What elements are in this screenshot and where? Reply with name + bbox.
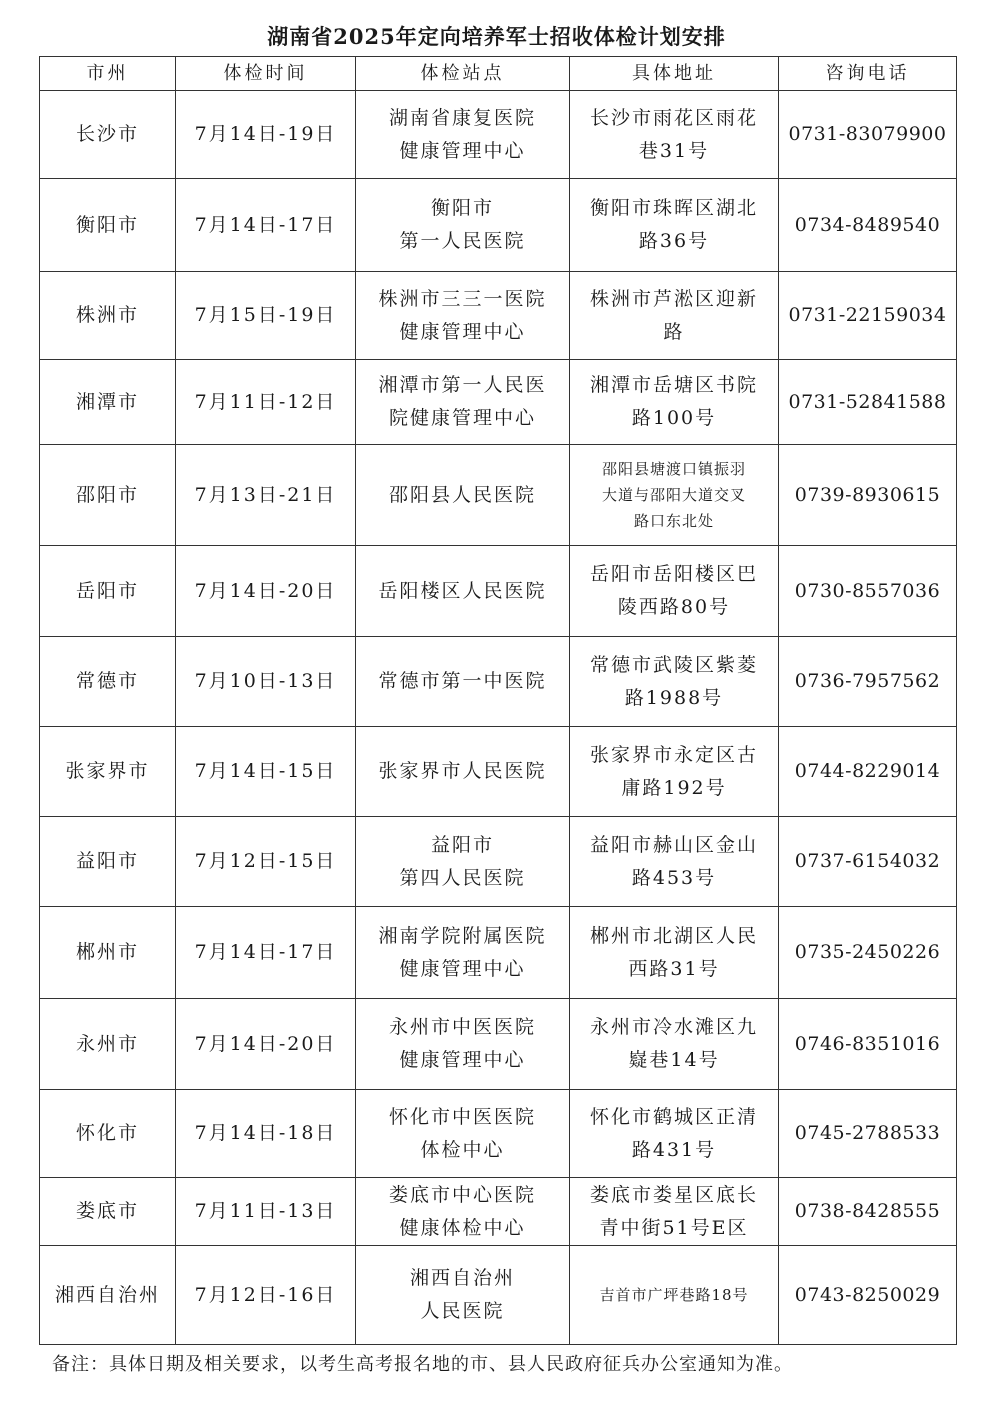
station-cell-line: 常德市第一中医院 <box>378 670 547 692</box>
time-cell: 7月14日-20日 <box>176 546 356 637</box>
address-cell-line: 路431号 <box>631 1138 717 1161</box>
station-cell-line: 健康体检中心 <box>399 1216 526 1239</box>
address-cell-line: 嶷巷14号 <box>628 1049 720 1071</box>
table-header-row <box>40 57 957 91</box>
address-cell-line: 邵阳县塘渡口镇振羽 <box>601 460 746 478</box>
table-row <box>40 1178 957 1246</box>
table-body <box>40 91 957 1345</box>
city-cell: 怀化市 <box>40 1090 176 1178</box>
address-cell-line: 岳阳市岳阳楼区巴 <box>589 563 758 585</box>
station-cell <box>356 999 570 1090</box>
station-cell-line: 人民医院 <box>420 1300 505 1322</box>
phone-cell: 0737-6154032 <box>779 817 957 907</box>
station-cell-line: 株洲市三三一医院 <box>378 287 547 310</box>
address-cell <box>570 1090 779 1178</box>
table-row <box>40 727 957 817</box>
station-cell-line: 益阳市 <box>430 833 494 856</box>
address-cell-line: 巷31号 <box>638 139 710 162</box>
city-cell: 湘潭市 <box>40 360 176 445</box>
address-cell-line: 路1988号 <box>624 686 724 709</box>
table-row <box>40 272 957 360</box>
address-cell <box>570 907 779 999</box>
city-cell: 益阳市 <box>40 817 176 907</box>
address-cell-line: 庸路192号 <box>621 776 727 799</box>
station-cell-line: 体检中心 <box>420 1138 505 1161</box>
address-cell-line: 青中街51号E区 <box>599 1216 749 1239</box>
time-cell: 7月15日-19日 <box>176 272 356 360</box>
phone-cell: 0731-83079900 <box>779 91 957 179</box>
address-cell-line: 常德市武陵区紫菱 <box>589 653 758 676</box>
city-cell: 邵阳市 <box>40 445 176 546</box>
station-cell <box>356 445 570 546</box>
station-cell <box>356 1178 570 1246</box>
address-cell-line: 张家界市永定区古 <box>589 743 758 766</box>
station-cell-line: 湘西自治州 <box>409 1267 515 1289</box>
address-cell <box>570 272 779 360</box>
city-cell: 衡阳市 <box>40 179 176 272</box>
station-cell-line: 娄底市中心医院 <box>388 1183 536 1206</box>
time-cell: 7月14日-17日 <box>176 179 356 272</box>
address-cell-line: 郴州市北湖区人民 <box>589 924 758 947</box>
phone-cell: 0739-8930615 <box>779 445 957 546</box>
table-row <box>40 360 957 445</box>
exam-schedule-table <box>39 56 957 1345</box>
station-cell <box>356 637 570 727</box>
phone-cell: 0746-8351016 <box>779 999 957 1090</box>
address-cell <box>570 445 779 546</box>
table-row <box>40 637 957 727</box>
city-cell: 常德市 <box>40 637 176 727</box>
station-cell <box>356 360 570 445</box>
table-row <box>40 817 957 907</box>
address-cell-line: 株洲市芦淞区迎新 <box>589 287 758 310</box>
time-cell: 7月14日-17日 <box>176 907 356 999</box>
city-cell: 娄底市 <box>40 1178 176 1246</box>
address-cell-line: 益阳市赫山区金山 <box>589 833 758 856</box>
station-cell-line: 怀化市中医医院 <box>388 1105 536 1128</box>
time-cell: 7月11日-12日 <box>176 360 356 445</box>
address-cell <box>570 637 779 727</box>
station-cell <box>356 727 570 817</box>
address-cell <box>570 546 779 637</box>
station-cell <box>356 817 570 907</box>
station-cell-line: 湖南省康复医院 <box>388 106 536 129</box>
table-row <box>40 91 957 179</box>
document-title: 湖南省2025年定向培养军士招收体检计划安排 <box>267 24 726 49</box>
address-cell-line: 西路31号 <box>628 957 720 980</box>
address-cell-line: 大道与邵阳大道交叉 <box>601 486 746 504</box>
table-row <box>40 1246 957 1345</box>
time-cell: 7月14日-20日 <box>176 999 356 1090</box>
table-row <box>40 546 957 637</box>
station-cell-line: 健康管理中心 <box>399 139 526 162</box>
address-cell <box>570 999 779 1090</box>
table-row <box>40 445 957 546</box>
station-cell <box>356 1246 570 1345</box>
address-cell-line: 湘潭市岳塘区书院 <box>589 374 758 396</box>
station-cell-line: 健康管理中心 <box>399 320 526 343</box>
station-cell-line: 衡阳市 <box>430 197 494 219</box>
station-cell-line: 邵阳县人民医院 <box>388 483 536 506</box>
column-header-time: 体检时间 <box>176 57 356 91</box>
time-cell: 7月13日-21日 <box>176 445 356 546</box>
station-cell-line: 岳阳楼区人民医院 <box>378 579 547 602</box>
station-cell <box>356 272 570 360</box>
phone-cell: 0734-8489540 <box>779 179 957 272</box>
address-cell <box>570 179 779 272</box>
address-cell <box>570 1246 779 1345</box>
address-cell-line: 路口东北处 <box>633 512 714 530</box>
address-cell-line: 长沙市雨花区雨花 <box>589 106 758 129</box>
address-cell <box>570 1178 779 1246</box>
column-header-address: 具体地址 <box>570 57 779 91</box>
station-cell <box>356 1090 570 1178</box>
time-cell: 7月14日-18日 <box>176 1090 356 1178</box>
address-cell-line: 娄底市娄星区底长 <box>589 1183 758 1206</box>
address-cell-line: 陵西路80号 <box>617 596 731 618</box>
address-cell-line: 衡阳市珠晖区湖北 <box>589 197 758 219</box>
phone-cell: 0745-2788533 <box>779 1090 957 1178</box>
phone-cell: 0731-52841588 <box>779 360 957 445</box>
address-cell-line: 路453号 <box>631 866 717 889</box>
address-cell-line: 永州市冷水滩区九 <box>589 1016 758 1038</box>
city-cell: 长沙市 <box>40 91 176 179</box>
address-cell-line: 路 <box>663 320 685 343</box>
phone-cell: 0730-8557036 <box>779 546 957 637</box>
time-cell: 7月14日-15日 <box>176 727 356 817</box>
station-cell-line: 健康管理中心 <box>399 957 526 980</box>
city-cell: 永州市 <box>40 999 176 1090</box>
address-cell <box>570 817 779 907</box>
station-cell-line: 第一人民医院 <box>399 230 526 252</box>
address-cell-line: 怀化市鹤城区正清 <box>589 1105 758 1128</box>
city-cell: 郴州市 <box>40 907 176 999</box>
station-cell-line: 永州市中医医院 <box>388 1016 536 1038</box>
phone-cell: 0736-7957562 <box>779 637 957 727</box>
time-cell: 7月12日-16日 <box>176 1246 356 1345</box>
table-row <box>40 179 957 272</box>
column-header-station: 体检站点 <box>356 57 570 91</box>
address-cell <box>570 360 779 445</box>
time-cell: 7月10日-13日 <box>176 637 356 727</box>
address-cell-line: 路36号 <box>638 230 710 252</box>
station-cell <box>356 179 570 272</box>
station-cell-line: 张家界市人民医院 <box>378 760 547 782</box>
station-cell <box>356 91 570 179</box>
time-cell: 7月14日-19日 <box>176 91 356 179</box>
city-cell: 张家界市 <box>40 727 176 817</box>
station-cell-line: 健康管理中心 <box>399 1049 526 1071</box>
phone-cell: 0744-8229014 <box>779 727 957 817</box>
station-cell-line: 第四人民医院 <box>399 866 526 889</box>
city-cell: 株洲市 <box>40 272 176 360</box>
table-row <box>40 999 957 1090</box>
station-cell-line: 湘潭市第一人民医 <box>378 374 547 396</box>
city-cell: 湘西自治州 <box>40 1246 176 1345</box>
address-cell <box>570 727 779 817</box>
address-cell-line: 吉首市广坪巷路18号 <box>599 1286 749 1304</box>
column-header-city: 市州 <box>40 57 176 91</box>
time-cell: 7月12日-15日 <box>176 817 356 907</box>
phone-cell: 0743-8250029 <box>779 1246 957 1345</box>
time-cell: 7月11日-13日 <box>176 1178 356 1246</box>
phone-cell: 0731-22159034 <box>779 272 957 360</box>
footnote: 备注：具体日期及相关要求，以考生高考报名地的市、县人民政府征兵办公室通知为准。 <box>52 1354 793 1375</box>
table-row <box>40 1090 957 1178</box>
city-cell: 岳阳市 <box>40 546 176 637</box>
station-cell <box>356 907 570 999</box>
station-cell <box>356 546 570 637</box>
station-cell-line: 湘南学院附属医院 <box>378 924 547 947</box>
station-cell-line: 院健康管理中心 <box>388 407 536 429</box>
phone-cell: 0735-2450226 <box>779 907 957 999</box>
table-row <box>40 907 957 999</box>
phone-cell: 0738-8428555 <box>779 1178 957 1246</box>
address-cell <box>570 91 779 179</box>
address-cell-line: 路100号 <box>631 407 717 429</box>
column-header-phone: 咨询电话 <box>779 57 957 91</box>
